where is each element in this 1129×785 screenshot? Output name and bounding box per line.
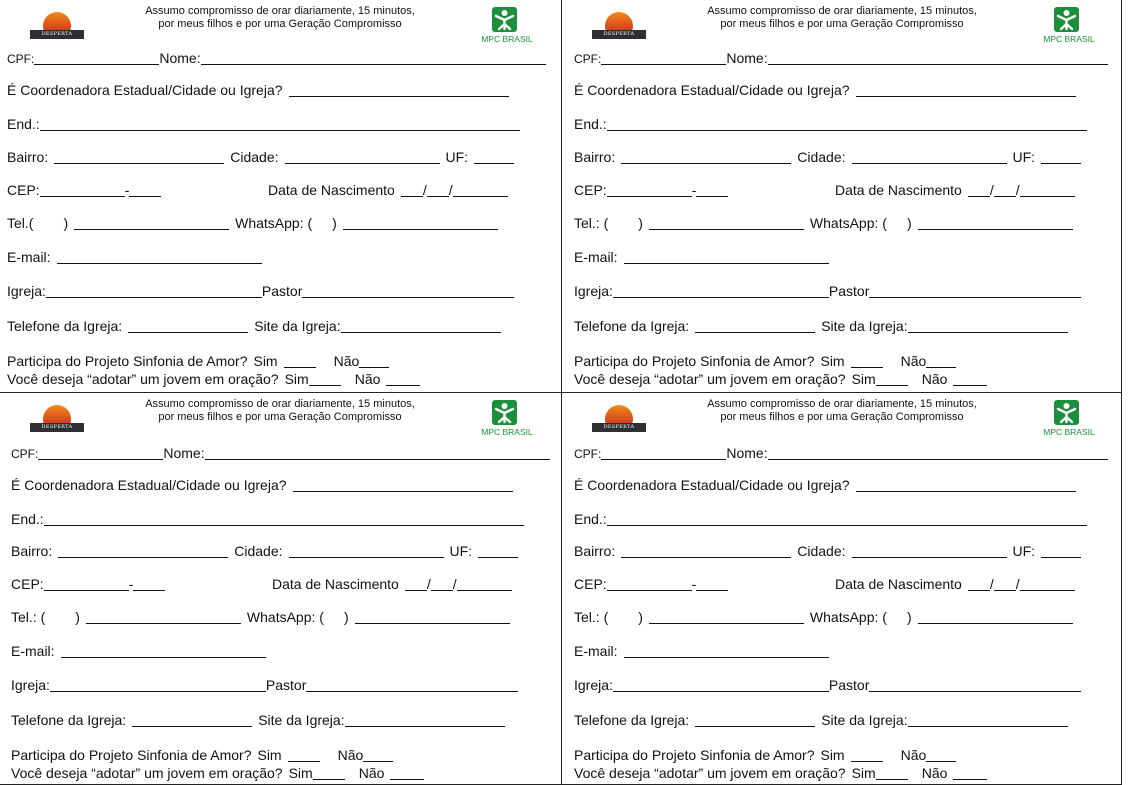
desperta-debora-label: DESPERTA DÉBORA <box>592 30 646 39</box>
nascimento-label: Data de Nascimento <box>835 576 962 592</box>
cep-input-2[interactable] <box>129 196 161 197</box>
sinfonia-row: Participa do Projeto Sinfonia de Amor? Sim Não <box>11 747 393 763</box>
desperta-debora-logo <box>30 401 86 439</box>
desperta-debora-logo <box>30 8 86 46</box>
sinfonia-label: Participa do Projeto Sinfonia de Amor? <box>574 353 815 369</box>
bairro-input[interactable] <box>621 163 791 164</box>
whatsapp-label: WhatsApp: ( <box>246 609 324 625</box>
email-row <box>7 249 262 265</box>
nascimento-month-input[interactable] <box>431 590 453 591</box>
endereco-label: End.: <box>11 511 44 527</box>
nome-label: Nome: <box>159 50 201 66</box>
whatsapp-input[interactable] <box>918 623 1073 624</box>
nascimento-year-input[interactable] <box>1020 590 1075 591</box>
pastor-input[interactable] <box>306 691 518 692</box>
igreja-input[interactable] <box>50 691 266 692</box>
tel-input[interactable] <box>649 623 804 624</box>
telefone-row: Tel.: ( ) WhatsApp: ( ) <box>574 215 1073 231</box>
sunrise-icon <box>30 8 84 32</box>
tel-label: Tel.: ( <box>574 609 609 625</box>
igreja-pastor-row <box>11 677 518 693</box>
nome-input[interactable] <box>201 64 546 65</box>
adotar-nao-input[interactable] <box>953 779 987 780</box>
email-input[interactable] <box>624 657 829 658</box>
registration-card <box>0 0 562 393</box>
endereco-row <box>11 511 524 527</box>
nascimento-year-input[interactable] <box>453 196 508 197</box>
sinfonia-label: Participa do Projeto Sinfonia de Amor? <box>7 353 248 369</box>
site-igreja-input[interactable] <box>908 726 1068 727</box>
nascimento-label: Data de Nascimento <box>835 182 962 198</box>
cep-label: CEP: <box>574 182 607 198</box>
sinfonia-sim-input[interactable] <box>851 367 883 368</box>
sunrise-icon <box>592 401 646 425</box>
pastor-label: Pastor <box>828 677 870 693</box>
cep-label: CEP: <box>11 576 44 592</box>
igreja-pastor-row <box>7 283 514 299</box>
bairro-label: Bairro: <box>574 149 616 165</box>
site-igreja-label: Site da Igreja: <box>821 712 908 728</box>
cidade-label: Cidade: <box>234 543 283 559</box>
sinfonia-sim-input[interactable] <box>284 367 316 368</box>
telefone-igreja-label: Telefone da Igreja: <box>11 712 127 728</box>
cep-input-2[interactable] <box>696 590 728 591</box>
mpc-emblem-icon <box>1054 7 1079 32</box>
sinfonia-nao-input[interactable] <box>359 367 389 368</box>
nascimento-label: Data de Nascimento <box>272 576 399 592</box>
nascimento-day-input[interactable] <box>968 590 990 591</box>
adotar-nao-input[interactable] <box>953 385 987 386</box>
whatsapp-label: WhatsApp: ( <box>809 609 887 625</box>
cep-input-1[interactable] <box>40 196 125 197</box>
email-label: E-mail: <box>574 249 618 265</box>
igreja-contato-row <box>574 712 1068 728</box>
pastor-label: Pastor <box>265 677 307 693</box>
sinfonia-sim-input[interactable] <box>288 761 320 762</box>
cep-row: CEP: - <box>7 182 161 198</box>
cep-label: CEP: <box>7 182 40 198</box>
desperta-debora-logo <box>592 8 648 46</box>
endereco-row <box>574 116 1087 132</box>
email-row <box>574 643 829 659</box>
site-igreja-input[interactable] <box>345 726 505 727</box>
desperta-debora-label: DESPERTA DÉBORA <box>30 423 84 432</box>
nome-input[interactable] <box>768 64 1108 65</box>
adotar-nao-input[interactable] <box>386 385 420 386</box>
bairro-label: Bairro: <box>7 149 49 165</box>
cep-row: CEP: - <box>574 576 728 592</box>
tel-input[interactable] <box>649 229 804 230</box>
adotar-label: Você deseja “adotar” um jovem em oração? <box>7 371 279 387</box>
cidade-input[interactable] <box>852 557 1007 558</box>
nascimento-row: Data de Nascimento / / <box>272 576 512 592</box>
uf-label: UF: <box>1012 149 1036 165</box>
email-label: E-mail: <box>574 643 618 659</box>
mpc-emblem-icon <box>492 7 517 32</box>
endereco-input[interactable] <box>607 130 1087 131</box>
endereco-input[interactable] <box>607 525 1087 526</box>
endereco-row <box>7 116 520 132</box>
whatsapp-input[interactable] <box>355 623 510 624</box>
cep-label: CEP: <box>574 576 607 592</box>
coordenadora-row <box>11 477 513 493</box>
bairro-cidade-row <box>7 149 514 165</box>
email-label: E-mail: <box>11 643 55 659</box>
sinfonia-label: Participa do Projeto Sinfonia de Amor? <box>574 747 815 763</box>
bairro-input[interactable] <box>621 557 791 558</box>
telefone-igreja-label: Telefone da Igreja: <box>574 318 690 334</box>
adotar-sim-input[interactable] <box>309 385 341 386</box>
email-input[interactable] <box>57 263 262 264</box>
sinfonia-sim-input[interactable] <box>851 761 883 762</box>
cep-input-2[interactable] <box>696 196 728 197</box>
telefone-igreja-input[interactable] <box>132 726 252 727</box>
nascimento-label: Data de Nascimento <box>268 182 395 198</box>
pledge-text: Assumo compromisso de orar diariamente, 15 minutos, por meus filhos e por uma Geração Compromisso <box>707 398 977 423</box>
uf-label: UF: <box>1012 543 1036 559</box>
cpf-input[interactable] <box>38 459 163 460</box>
registration-card <box>562 393 1122 785</box>
nome-label: Nome: <box>726 445 768 461</box>
sinfonia-nao-input[interactable] <box>363 761 393 762</box>
nascimento-day-input[interactable] <box>405 590 427 591</box>
site-igreja-label: Site da Igreja: <box>821 318 908 334</box>
uf-label: UF: <box>445 149 469 165</box>
igreja-contato-row <box>7 318 501 334</box>
cidade-input[interactable] <box>852 163 1007 164</box>
nome-input[interactable] <box>205 459 550 460</box>
nascimento-month-input[interactable] <box>994 196 1016 197</box>
endereco-label: End.: <box>574 116 607 132</box>
adotar-label: Você deseja “adotar” um jovem em oração? <box>574 765 846 781</box>
igreja-pastor-row <box>574 283 1081 299</box>
bairro-input[interactable] <box>58 557 228 558</box>
coordenadora-row <box>574 477 1076 493</box>
email-input[interactable] <box>61 657 266 658</box>
coordenadora-input[interactable] <box>856 96 1076 97</box>
whatsapp-input[interactable] <box>918 229 1073 230</box>
cpf-label: CPF: <box>7 52 35 66</box>
igreja-contato-row <box>574 318 1068 334</box>
cpf-nome-row <box>7 50 546 67</box>
mpc-brasil-label: MPC BRASIL <box>1043 427 1095 437</box>
bairro-label: Bairro: <box>11 543 53 559</box>
adotar-row: Você deseja “adotar” um jovem em oração? Sim Não <box>11 765 424 781</box>
endereco-label: End.: <box>7 116 40 132</box>
sinfonia-nao-input[interactable] <box>926 367 956 368</box>
email-row <box>574 249 829 265</box>
adotar-sim-input[interactable] <box>876 779 908 780</box>
uf-input[interactable] <box>1041 163 1081 164</box>
sinfonia-row: Participa do Projeto Sinfonia de Amor? Sim Não <box>574 353 956 369</box>
nascimento-month-input[interactable] <box>427 196 449 197</box>
igreja-label: Igreja: <box>574 283 613 299</box>
uf-input[interactable] <box>474 163 514 164</box>
nascimento-year-input[interactable] <box>1020 196 1075 197</box>
site-igreja-input[interactable] <box>908 332 1068 333</box>
endereco-input[interactable] <box>40 130 520 131</box>
tel-input[interactable] <box>74 229 229 230</box>
cidade-label: Cidade: <box>230 149 279 165</box>
uf-input[interactable] <box>478 557 518 558</box>
coordenadora-label: É Coordenadora Estadual/Cidade ou Igreja? <box>574 82 850 98</box>
nome-input[interactable] <box>768 459 1108 460</box>
endereco-row <box>574 511 1087 527</box>
nascimento-row: Data de Nascimento / / <box>835 576 1075 592</box>
desperta-debora-logo <box>592 401 648 439</box>
adotar-label: Você deseja “adotar” um jovem em oração? <box>574 371 846 387</box>
adotar-row: Você deseja “adotar” um jovem em oração? Sim Não <box>574 371 987 387</box>
mpc-brasil-label: MPC BRASIL <box>481 34 533 44</box>
email-row <box>11 643 266 659</box>
telefone-row: Tel.( ) WhatsApp: ( ) <box>7 215 498 231</box>
registration-card <box>562 0 1122 393</box>
adotar-row: Você deseja “adotar” um jovem em oração? Sim Não <box>7 371 420 387</box>
telefone-igreja-input[interactable] <box>128 332 248 333</box>
uf-input[interactable] <box>1041 557 1081 558</box>
adotar-sim-input[interactable] <box>876 385 908 386</box>
coordenadora-label: É Coordenadora Estadual/Cidade ou Igreja? <box>11 477 287 493</box>
pastor-label: Pastor <box>261 283 303 299</box>
igreja-contato-row <box>11 712 505 728</box>
igreja-input[interactable] <box>613 297 829 298</box>
telefone-igreja-label: Telefone da Igreja: <box>574 712 690 728</box>
desperta-debora-label: DESPERTA DÉBORA <box>592 423 646 432</box>
igreja-label: Igreja: <box>11 677 50 693</box>
coordenadora-label: É Coordenadora Estadual/Cidade ou Igreja? <box>574 477 850 493</box>
cpf-nome-row <box>11 445 550 462</box>
pastor-label: Pastor <box>828 283 870 299</box>
telefone-igreja-input[interactable] <box>695 726 815 727</box>
cpf-label: CPF: <box>574 447 602 461</box>
coordenadora-input[interactable] <box>289 96 509 97</box>
mpc-emblem-icon <box>492 400 517 425</box>
whatsapp-input[interactable] <box>343 229 498 230</box>
cidade-input[interactable] <box>285 163 440 164</box>
tel-label: Tel.( <box>7 215 34 231</box>
email-input[interactable] <box>624 263 829 264</box>
igreja-input[interactable] <box>613 691 829 692</box>
cep-input-1[interactable] <box>607 590 692 591</box>
igreja-label: Igreja: <box>7 283 46 299</box>
tel-label: Tel.: ( <box>11 609 46 625</box>
pledge-text: Assumo compromisso de orar diariamente, 15 minutos, por meus filhos e por uma Geração Compromisso <box>145 398 415 423</box>
nascimento-row: Data de Nascimento / / <box>835 182 1075 198</box>
cidade-label: Cidade: <box>797 149 846 165</box>
sunrise-icon <box>30 401 84 425</box>
telefone-igreja-label: Telefone da Igreja: <box>7 318 123 334</box>
bairro-cidade-row <box>574 149 1081 165</box>
site-igreja-label: Site da Igreja: <box>258 712 345 728</box>
adotar-nao-input[interactable] <box>390 779 424 780</box>
telefone-row: Tel.: ( ) WhatsApp: ( ) <box>11 609 510 625</box>
igreja-pastor-row <box>574 677 1081 693</box>
cep-input-1[interactable] <box>607 196 692 197</box>
mpc-brasil-logo <box>1039 400 1099 438</box>
cpf-input[interactable] <box>601 64 726 65</box>
adotar-sim-input[interactable] <box>313 779 345 780</box>
nome-label: Nome: <box>726 50 768 66</box>
registration-card <box>0 393 562 785</box>
tel-input[interactable] <box>86 623 241 624</box>
bairro-cidade-row <box>574 543 1081 559</box>
cpf-nome-row <box>574 50 1108 67</box>
bairro-label: Bairro: <box>574 543 616 559</box>
uf-label: UF: <box>449 543 473 559</box>
site-igreja-input[interactable] <box>341 332 501 333</box>
nascimento-month-input[interactable] <box>994 590 1016 591</box>
pastor-input[interactable] <box>302 297 514 298</box>
mpc-brasil-logo <box>1039 7 1099 45</box>
cep-row: CEP: - <box>11 576 165 592</box>
nascimento-year-input[interactable] <box>457 590 512 591</box>
mpc-brasil-logo <box>477 400 537 438</box>
bairro-input[interactable] <box>54 163 224 164</box>
telefone-row: Tel.: ( ) WhatsApp: ( ) <box>574 609 1073 625</box>
adotar-label: Você deseja “adotar” um jovem em oração? <box>11 765 283 781</box>
mpc-emblem-icon <box>1054 400 1079 425</box>
desperta-debora-label: DESPERTA DÉBORA <box>30 30 84 39</box>
sinfonia-row: Participa do Projeto Sinfonia de Amor? Sim Não <box>7 353 389 369</box>
nascimento-day-input[interactable] <box>968 196 990 197</box>
nome-label: Nome: <box>163 445 205 461</box>
endereco-input[interactable] <box>44 525 524 526</box>
telefone-igreja-input[interactable] <box>695 332 815 333</box>
coordenadora-input[interactable] <box>293 491 513 492</box>
site-igreja-label: Site da Igreja: <box>254 318 341 334</box>
sunrise-icon <box>592 8 646 32</box>
sinfonia-row: Participa do Projeto Sinfonia de Amor? Sim Não <box>574 747 956 763</box>
cpf-label: CPF: <box>574 52 602 66</box>
mpc-brasil-logo <box>477 7 537 45</box>
cpf-nome-row <box>574 445 1108 462</box>
coordenadora-row <box>574 82 1076 98</box>
pledge-text: Assumo compromisso de orar diariamente, 15 minutos, por meus filhos e por uma Geração Compromisso <box>707 5 977 30</box>
cidade-label: Cidade: <box>797 543 846 559</box>
nascimento-day-input[interactable] <box>401 196 423 197</box>
cep-input-2[interactable] <box>133 590 165 591</box>
whatsapp-label: WhatsApp: ( <box>235 215 313 231</box>
cpf-input[interactable] <box>34 64 159 65</box>
adotar-row: Você deseja “adotar” um jovem em oração? Sim Não <box>574 765 987 781</box>
coordenadora-input[interactable] <box>856 491 1076 492</box>
email-label: E-mail: <box>7 249 51 265</box>
tel-label: Tel.: ( <box>574 215 609 231</box>
coordenadora-label: É Coordenadora Estadual/Cidade ou Igreja? <box>7 82 283 98</box>
endereco-label: End.: <box>574 511 607 527</box>
cep-input-1[interactable] <box>44 590 129 591</box>
igreja-input[interactable] <box>46 297 262 298</box>
mpc-brasil-label: MPC BRASIL <box>481 427 533 437</box>
pastor-input[interactable] <box>869 691 1081 692</box>
bairro-cidade-row <box>11 543 518 559</box>
cidade-input[interactable] <box>289 557 444 558</box>
cep-row: CEP: - <box>574 182 728 198</box>
coordenadora-row <box>7 82 509 98</box>
cpf-label: CPF: <box>11 447 39 461</box>
whatsapp-label: WhatsApp: ( <box>809 215 887 231</box>
nascimento-row: Data de Nascimento / / <box>268 182 508 198</box>
igreja-label: Igreja: <box>574 677 613 693</box>
mpc-brasil-label: MPC BRASIL <box>1043 34 1095 44</box>
pastor-input[interactable] <box>869 297 1081 298</box>
sinfonia-nao-input[interactable] <box>926 761 956 762</box>
cpf-input[interactable] <box>601 459 726 460</box>
pledge-text: Assumo compromisso de orar diariamente, 15 minutos, por meus filhos e por uma Geração Compromisso <box>145 5 415 30</box>
sinfonia-label: Participa do Projeto Sinfonia de Amor? <box>11 747 252 763</box>
